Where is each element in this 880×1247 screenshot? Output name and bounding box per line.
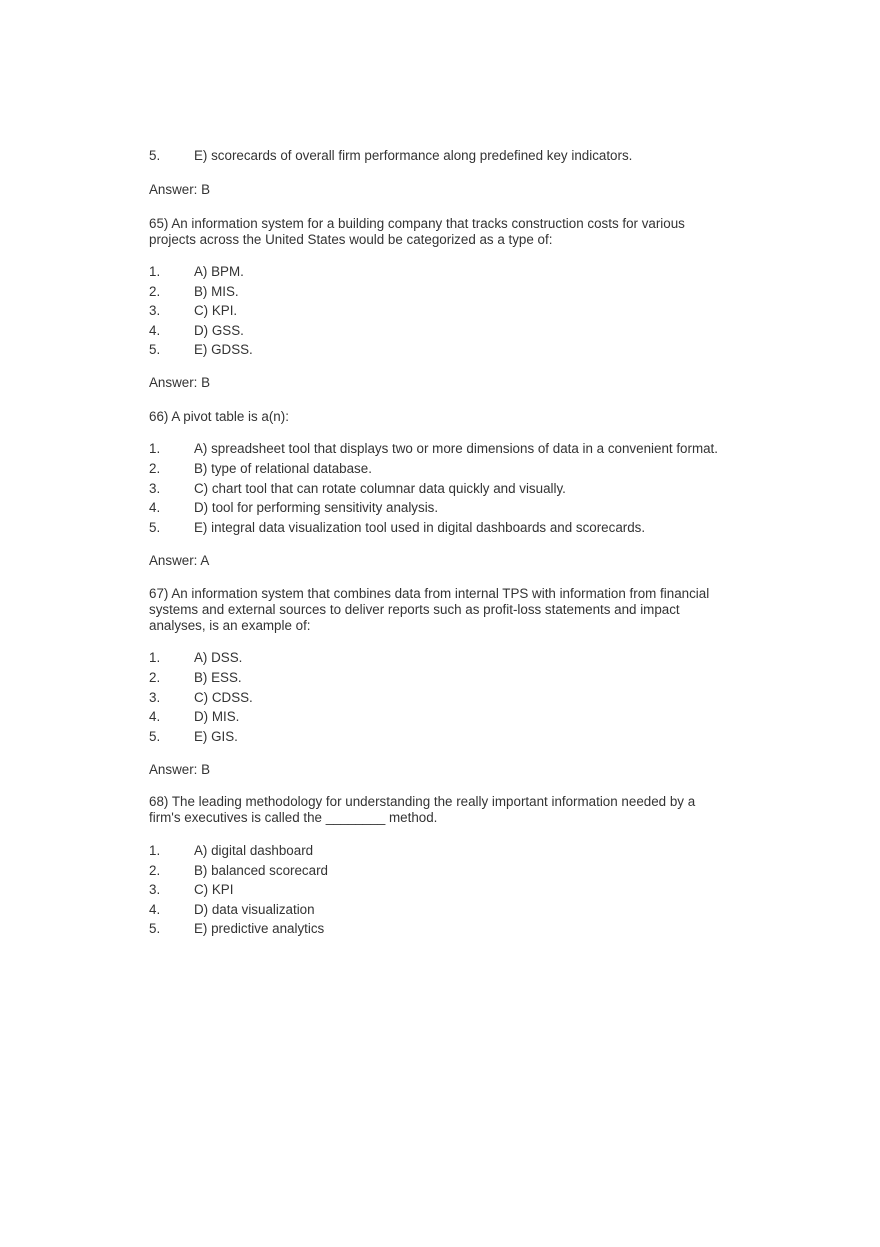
- answer-line: Answer: B: [149, 762, 211, 777]
- option-text: B) type of relational database.: [194, 461, 372, 476]
- option-text: C) KPI.: [194, 303, 238, 318]
- question-line: 67) An information system that combines data from internal TPS with information from financial: [149, 586, 710, 601]
- option-text: E) scorecards of overall firm performance along predefined key indicators.: [194, 148, 633, 163]
- option-text: D) GSS.: [194, 323, 244, 338]
- option-text: D) tool for performing sensitivity analysis.: [194, 500, 439, 515]
- option-text: C) chart tool that can rotate columnar data quickly and visually.: [194, 481, 566, 496]
- question-68-text: [149, 794, 739, 826]
- option-number: 2.: [149, 670, 161, 685]
- option-number: 4.: [149, 902, 161, 917]
- question-line: projects across the United States would be categorized as a type of:: [149, 232, 553, 247]
- option-text: A) spreadsheet tool that displays two or more dimensions of data in a convenient format.: [194, 441, 719, 456]
- option-text: A) DSS.: [194, 650, 243, 665]
- question-67-text: [149, 586, 739, 634]
- option-text: E) GIS.: [194, 729, 238, 744]
- option-number: 5.: [149, 520, 161, 535]
- answer-line: Answer: B: [149, 182, 211, 197]
- question-line: analyses, is an example of:: [149, 618, 311, 633]
- question-line: 66) A pivot table is a(n):: [149, 409, 289, 424]
- option-text: B) ESS.: [194, 670, 242, 685]
- option-number: 3.: [149, 303, 161, 318]
- option-text: B) balanced scorecard: [194, 863, 328, 878]
- option-number: 2.: [149, 863, 161, 878]
- option-text: D) MIS.: [194, 709, 240, 724]
- option-number: 5.: [149, 148, 161, 163]
- question-66-text: [149, 409, 739, 425]
- option-number: 3.: [149, 481, 161, 496]
- option-number: 5.: [149, 729, 161, 744]
- question-line: 68) The leading methodology for understanding the really important information needed by a: [149, 794, 696, 809]
- option-number: 1.: [149, 843, 161, 858]
- option-text: C) CDSS.: [194, 690, 253, 705]
- option-number: 2.: [149, 461, 161, 476]
- option-number: 5.: [149, 342, 161, 357]
- option-number: 1.: [149, 264, 161, 279]
- option-number: 3.: [149, 690, 161, 705]
- question-line: 65) An information system for a building company that tracks construction costs for various: [149, 216, 685, 231]
- option-text: E) predictive analytics: [194, 921, 325, 936]
- option-number: 4.: [149, 500, 161, 515]
- option-number: 4.: [149, 323, 161, 338]
- question-line: systems and external sources to deliver reports such as profit-loss statements and impact: [149, 602, 680, 617]
- question-65-text: [149, 216, 739, 248]
- answer-line: Answer: A: [149, 553, 210, 568]
- option-text: A) BPM.: [194, 264, 244, 279]
- option-text: E) integral data visualization tool used in digital dashboards and scorecards.: [194, 520, 646, 535]
- option-text: D) data visualization: [194, 902, 315, 917]
- option-text: E) GDSS.: [194, 342, 253, 357]
- option-number: 1.: [149, 650, 161, 665]
- answer-line: Answer: B: [149, 375, 211, 390]
- option-text: B) MIS.: [194, 284, 239, 299]
- option-number: 2.: [149, 284, 161, 299]
- option-number: 5.: [149, 921, 161, 936]
- option-number: 1.: [149, 441, 161, 456]
- question-line: firm's executives is called the ________ method.: [149, 810, 438, 825]
- option-text: A) digital dashboard: [194, 843, 314, 858]
- option-number: 4.: [149, 709, 161, 724]
- option-text: C) KPI: [194, 882, 234, 897]
- option-number: 3.: [149, 882, 161, 897]
